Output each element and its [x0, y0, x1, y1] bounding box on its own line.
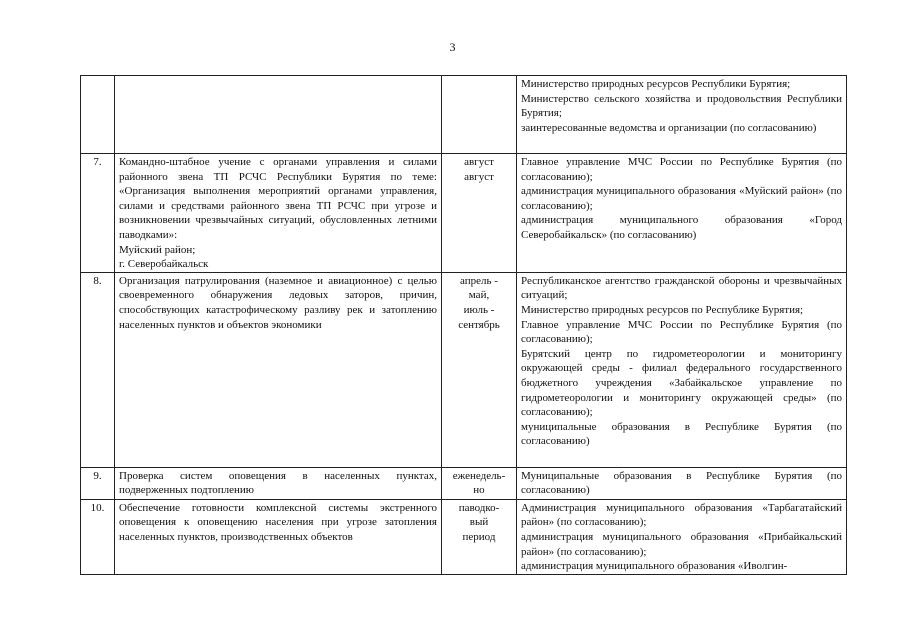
event-term-value: апрель -	[460, 274, 498, 287]
responsible-item: Республиканское агентство гражданской обороны и чрезвычайных ситуаций;	[521, 274, 842, 302]
event-term-value: сентябрь	[458, 318, 500, 331]
table-row	[81, 154, 847, 273]
row-number	[81, 76, 115, 154]
responsible-item: Бурятский центр по гидрометеорологии и мониторингу окружающей среды - филиал федерального государственного бюджетного учреждения «Забайкальское управление по гидрометеорологии и мониторингу окружающей среды» (по согласованию);	[521, 347, 842, 419]
responsible-list	[517, 499, 847, 574]
responsible-list	[517, 154, 847, 273]
event-term	[442, 499, 517, 574]
events-table	[80, 75, 847, 575]
responsible-list	[517, 76, 847, 154]
table-row	[81, 467, 847, 499]
row-number: 8.	[81, 272, 115, 467]
event-location: Муйский район;	[119, 243, 196, 256]
responsible-item: администрация муниципального образования «Город Северобайкальск» (по согласованию)	[521, 214, 842, 241]
event-term	[442, 76, 517, 154]
event-description-text: Организация патрулирования (наземное и авиационное) с целью своевременного обнаружения ледовых заторов, причин, способствующих катастрофическому разливу рек и затоплению населенных пунктов и объектов экономики	[119, 274, 437, 331]
event-description-text: Проверка систем оповещения в населенных пунктах, подверженных подтоплению	[119, 469, 437, 497]
event-term	[442, 467, 517, 499]
responsible-item: муниципальные образования в Республике Бурятия (по согласованию)	[521, 420, 842, 448]
event-term-value: паводко-	[458, 501, 500, 514]
table-row	[81, 499, 847, 574]
event-term-value: июль -	[463, 303, 495, 316]
responsible-item: Муниципальные образования в Республике Бурятия (по согласованию)	[521, 469, 842, 497]
responsible-item: администрация муниципального образования «Прибайкальский район» (по согласованию);	[521, 530, 842, 558]
event-term-value: август	[464, 156, 494, 168]
event-description	[115, 154, 442, 273]
event-term-value: еженедель-	[452, 469, 506, 482]
responsible-list	[517, 272, 847, 467]
responsible-item: Министерство сельского хозяйства и продовольствия Республики Бурятия;	[521, 92, 842, 120]
row-number: 10.	[81, 499, 115, 574]
responsible-item: Министерство природных ресурсов Республики Бурятия;	[521, 78, 791, 90]
responsible-item: администрация муниципального образования «Муйский район» (по согласованию);	[521, 185, 842, 212]
responsible-item: Министерство природных ресурсов по Республике Бурятия;	[521, 303, 804, 316]
event-description	[115, 467, 442, 499]
responsible-item: заинтересованные ведомства и организации (по согласованию)	[521, 121, 817, 134]
responsible-item: Главное управление МЧС России по Республике Бурятия (по согласованию);	[521, 156, 842, 183]
event-description-text: Командно-штабное учение с органами управления и силами районного звена ТП РСЧС Республики Бурятия по теме: «Организация выполнения мероприятий органами управления, силами и средствами районного звена ТП РСЧС при угрозе и возникновении чрезвычайных ситуаций, обусловленных летними паводками»:	[119, 156, 437, 241]
row-number: 9.	[81, 467, 115, 499]
event-description	[115, 76, 442, 154]
responsible-item: Администрация муниципального образования «Тарбагатайский район» (по согласованию);	[521, 501, 842, 529]
event-term-value: период	[462, 530, 496, 543]
responsible-item: Главное управление МЧС России по Республике Бурятия (по согласованию);	[521, 318, 842, 346]
row-number: 7.	[81, 154, 115, 273]
event-term-value: но	[473, 484, 485, 497]
table-row	[81, 76, 847, 154]
event-description-text: Обеспечение готовности комплексной системы экстренного оповещения к оповещению населения при угрозе затопления населенных пунктов, производственных объектов	[119, 501, 437, 543]
event-location: г. Северобайкальск	[119, 258, 209, 271]
table-row	[81, 272, 847, 467]
event-term-value: вый	[469, 516, 489, 529]
event-term	[442, 154, 517, 273]
responsible-list	[517, 467, 847, 499]
responsible-item: администрация муниципального образования «Иволгин-	[521, 560, 788, 573]
page-number: 3	[449, 40, 456, 54]
event-term-value: август	[464, 170, 494, 183]
event-term-value: май,	[468, 289, 490, 302]
event-term	[442, 272, 517, 467]
event-description	[115, 272, 442, 467]
event-description	[115, 499, 442, 574]
